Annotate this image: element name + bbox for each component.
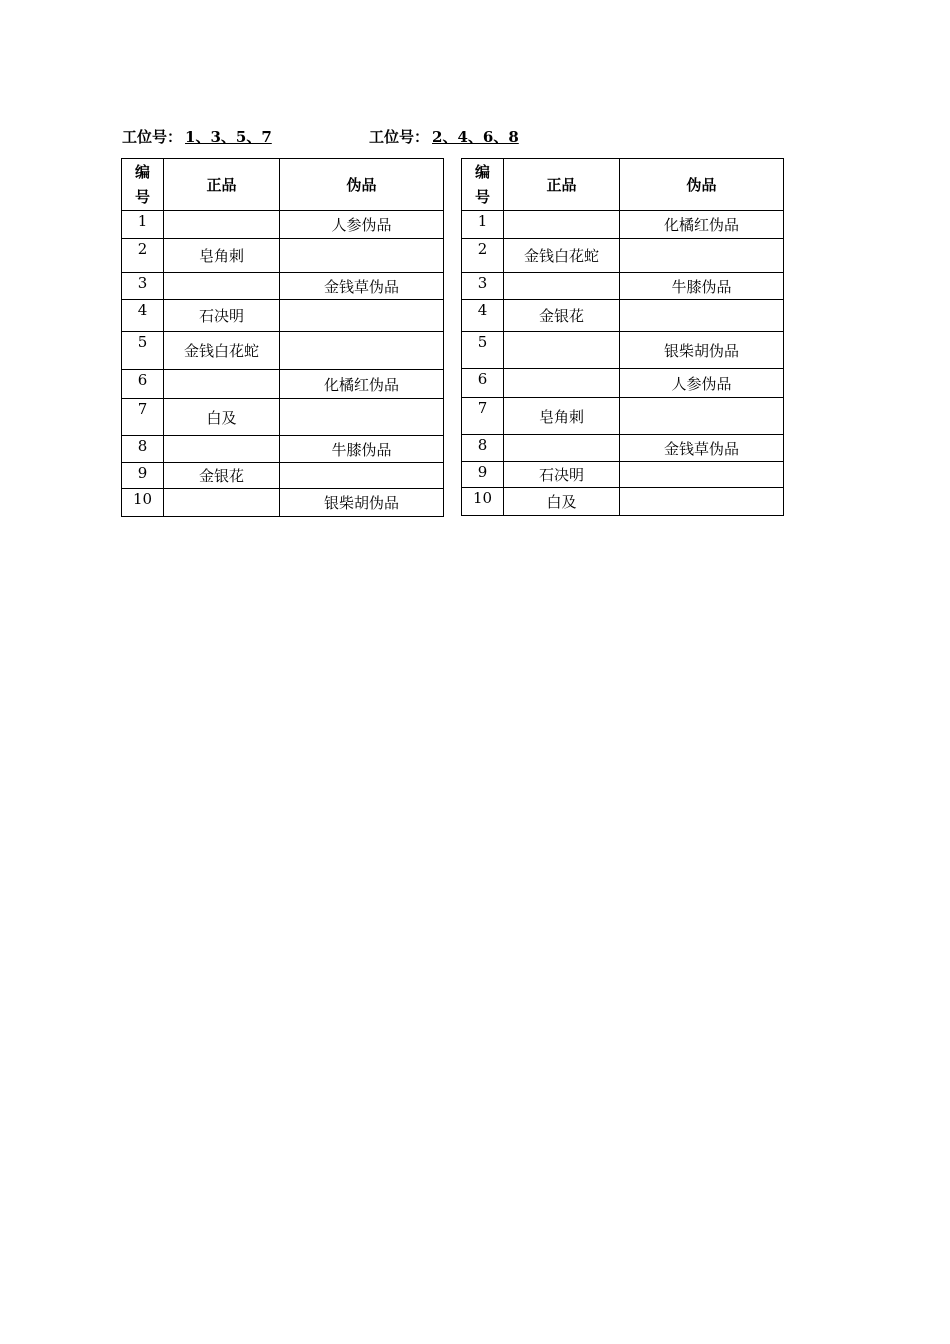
row-number: 9 (462, 462, 504, 488)
row-number: 6 (122, 370, 164, 399)
fake-cell (280, 463, 444, 489)
row-number: 7 (122, 399, 164, 436)
genuine-cell: 白及 (164, 399, 280, 436)
table-header-row (462, 159, 784, 211)
fake-cell: 金钱草伪品 (280, 273, 444, 300)
row-number: 9 (122, 463, 164, 489)
genuine-cell: 金银花 (504, 300, 620, 332)
table-row (462, 332, 784, 369)
row-number: 4 (122, 300, 164, 332)
station-numbers: 2、4、6、8 (432, 128, 519, 146)
genuine-cell: 白及 (504, 488, 620, 516)
table-row (462, 462, 784, 488)
table-row (462, 300, 784, 332)
fake-cell: 银柴胡伪品 (620, 332, 784, 369)
column-header-number: 编 号 (462, 159, 504, 211)
table-row (462, 398, 784, 435)
fake-cell: 牛膝伪品 (620, 273, 784, 300)
table-header-row (122, 159, 444, 211)
table-row (122, 463, 444, 489)
genuine-cell: 皂角刺 (504, 398, 620, 435)
row-number: 2 (462, 239, 504, 273)
genuine-cell (164, 436, 280, 463)
column-header-genuine: 正品 (164, 159, 280, 211)
row-number: 6 (462, 369, 504, 398)
genuine-cell: 金钱白花蛇 (504, 239, 620, 273)
row-number: 1 (462, 211, 504, 239)
table-row (122, 239, 444, 273)
table-row (122, 399, 444, 436)
table-row (122, 300, 444, 332)
genuine-cell: 金银花 (164, 463, 280, 489)
table-row (122, 273, 444, 300)
table-row (462, 369, 784, 398)
fake-cell: 银柴胡伪品 (280, 489, 444, 517)
genuine-cell (504, 369, 620, 398)
table-row (122, 370, 444, 399)
fake-cell (620, 488, 784, 516)
column-header-number: 编 号 (122, 159, 164, 211)
table-row (122, 489, 444, 517)
genuine-cell: 石决明 (504, 462, 620, 488)
station-label-text: 工位号： (369, 128, 430, 146)
genuine-cell (164, 273, 280, 300)
fake-cell (620, 239, 784, 273)
genuine-cell (504, 435, 620, 462)
column-header-fake: 伪品 (280, 159, 444, 211)
column-header-fake: 伪品 (620, 159, 784, 211)
row-number: 2 (122, 239, 164, 273)
row-number: 8 (122, 436, 164, 463)
row-number: 8 (462, 435, 504, 462)
table-row (462, 239, 784, 273)
fake-cell: 人参伪品 (620, 369, 784, 398)
genuine-cell (164, 211, 280, 239)
table-row (122, 332, 444, 370)
specimen-table-right (461, 158, 784, 516)
station-label-right (369, 127, 522, 147)
genuine-cell: 石决明 (164, 300, 280, 332)
fake-cell: 化橘红伪品 (280, 370, 444, 399)
fake-cell (620, 462, 784, 488)
fake-cell: 牛膝伪品 (280, 436, 444, 463)
table-row (122, 436, 444, 463)
station-numbers: 1、3、5、7 (185, 128, 272, 146)
genuine-cell (504, 273, 620, 300)
fake-cell (280, 300, 444, 332)
row-number: 10 (462, 488, 504, 516)
genuine-cell (504, 332, 620, 369)
table-row (462, 435, 784, 462)
specimen-table-left (121, 158, 444, 517)
fake-cell (620, 300, 784, 332)
row-number: 10 (122, 489, 164, 517)
row-number: 1 (122, 211, 164, 239)
row-number: 5 (122, 332, 164, 370)
fake-cell (280, 239, 444, 273)
station-label-text: 工位号： (122, 128, 183, 146)
table-row (122, 211, 444, 239)
genuine-cell (164, 370, 280, 399)
row-number: 5 (462, 332, 504, 369)
genuine-cell (504, 211, 620, 239)
row-number: 3 (462, 273, 504, 300)
row-number: 7 (462, 398, 504, 435)
row-number: 4 (462, 300, 504, 332)
fake-cell (280, 332, 444, 370)
genuine-cell: 皂角刺 (164, 239, 280, 273)
station-label-left (122, 127, 275, 147)
fake-cell: 人参伪品 (280, 211, 444, 239)
table-row (462, 211, 784, 239)
fake-cell: 化橘红伪品 (620, 211, 784, 239)
column-header-genuine: 正品 (504, 159, 620, 211)
genuine-cell (164, 489, 280, 517)
fake-cell: 金钱草伪品 (620, 435, 784, 462)
fake-cell (280, 399, 444, 436)
row-number: 3 (122, 273, 164, 300)
genuine-cell: 金钱白花蛇 (164, 332, 280, 370)
table-row (462, 273, 784, 300)
fake-cell (620, 398, 784, 435)
table-row (462, 488, 784, 516)
